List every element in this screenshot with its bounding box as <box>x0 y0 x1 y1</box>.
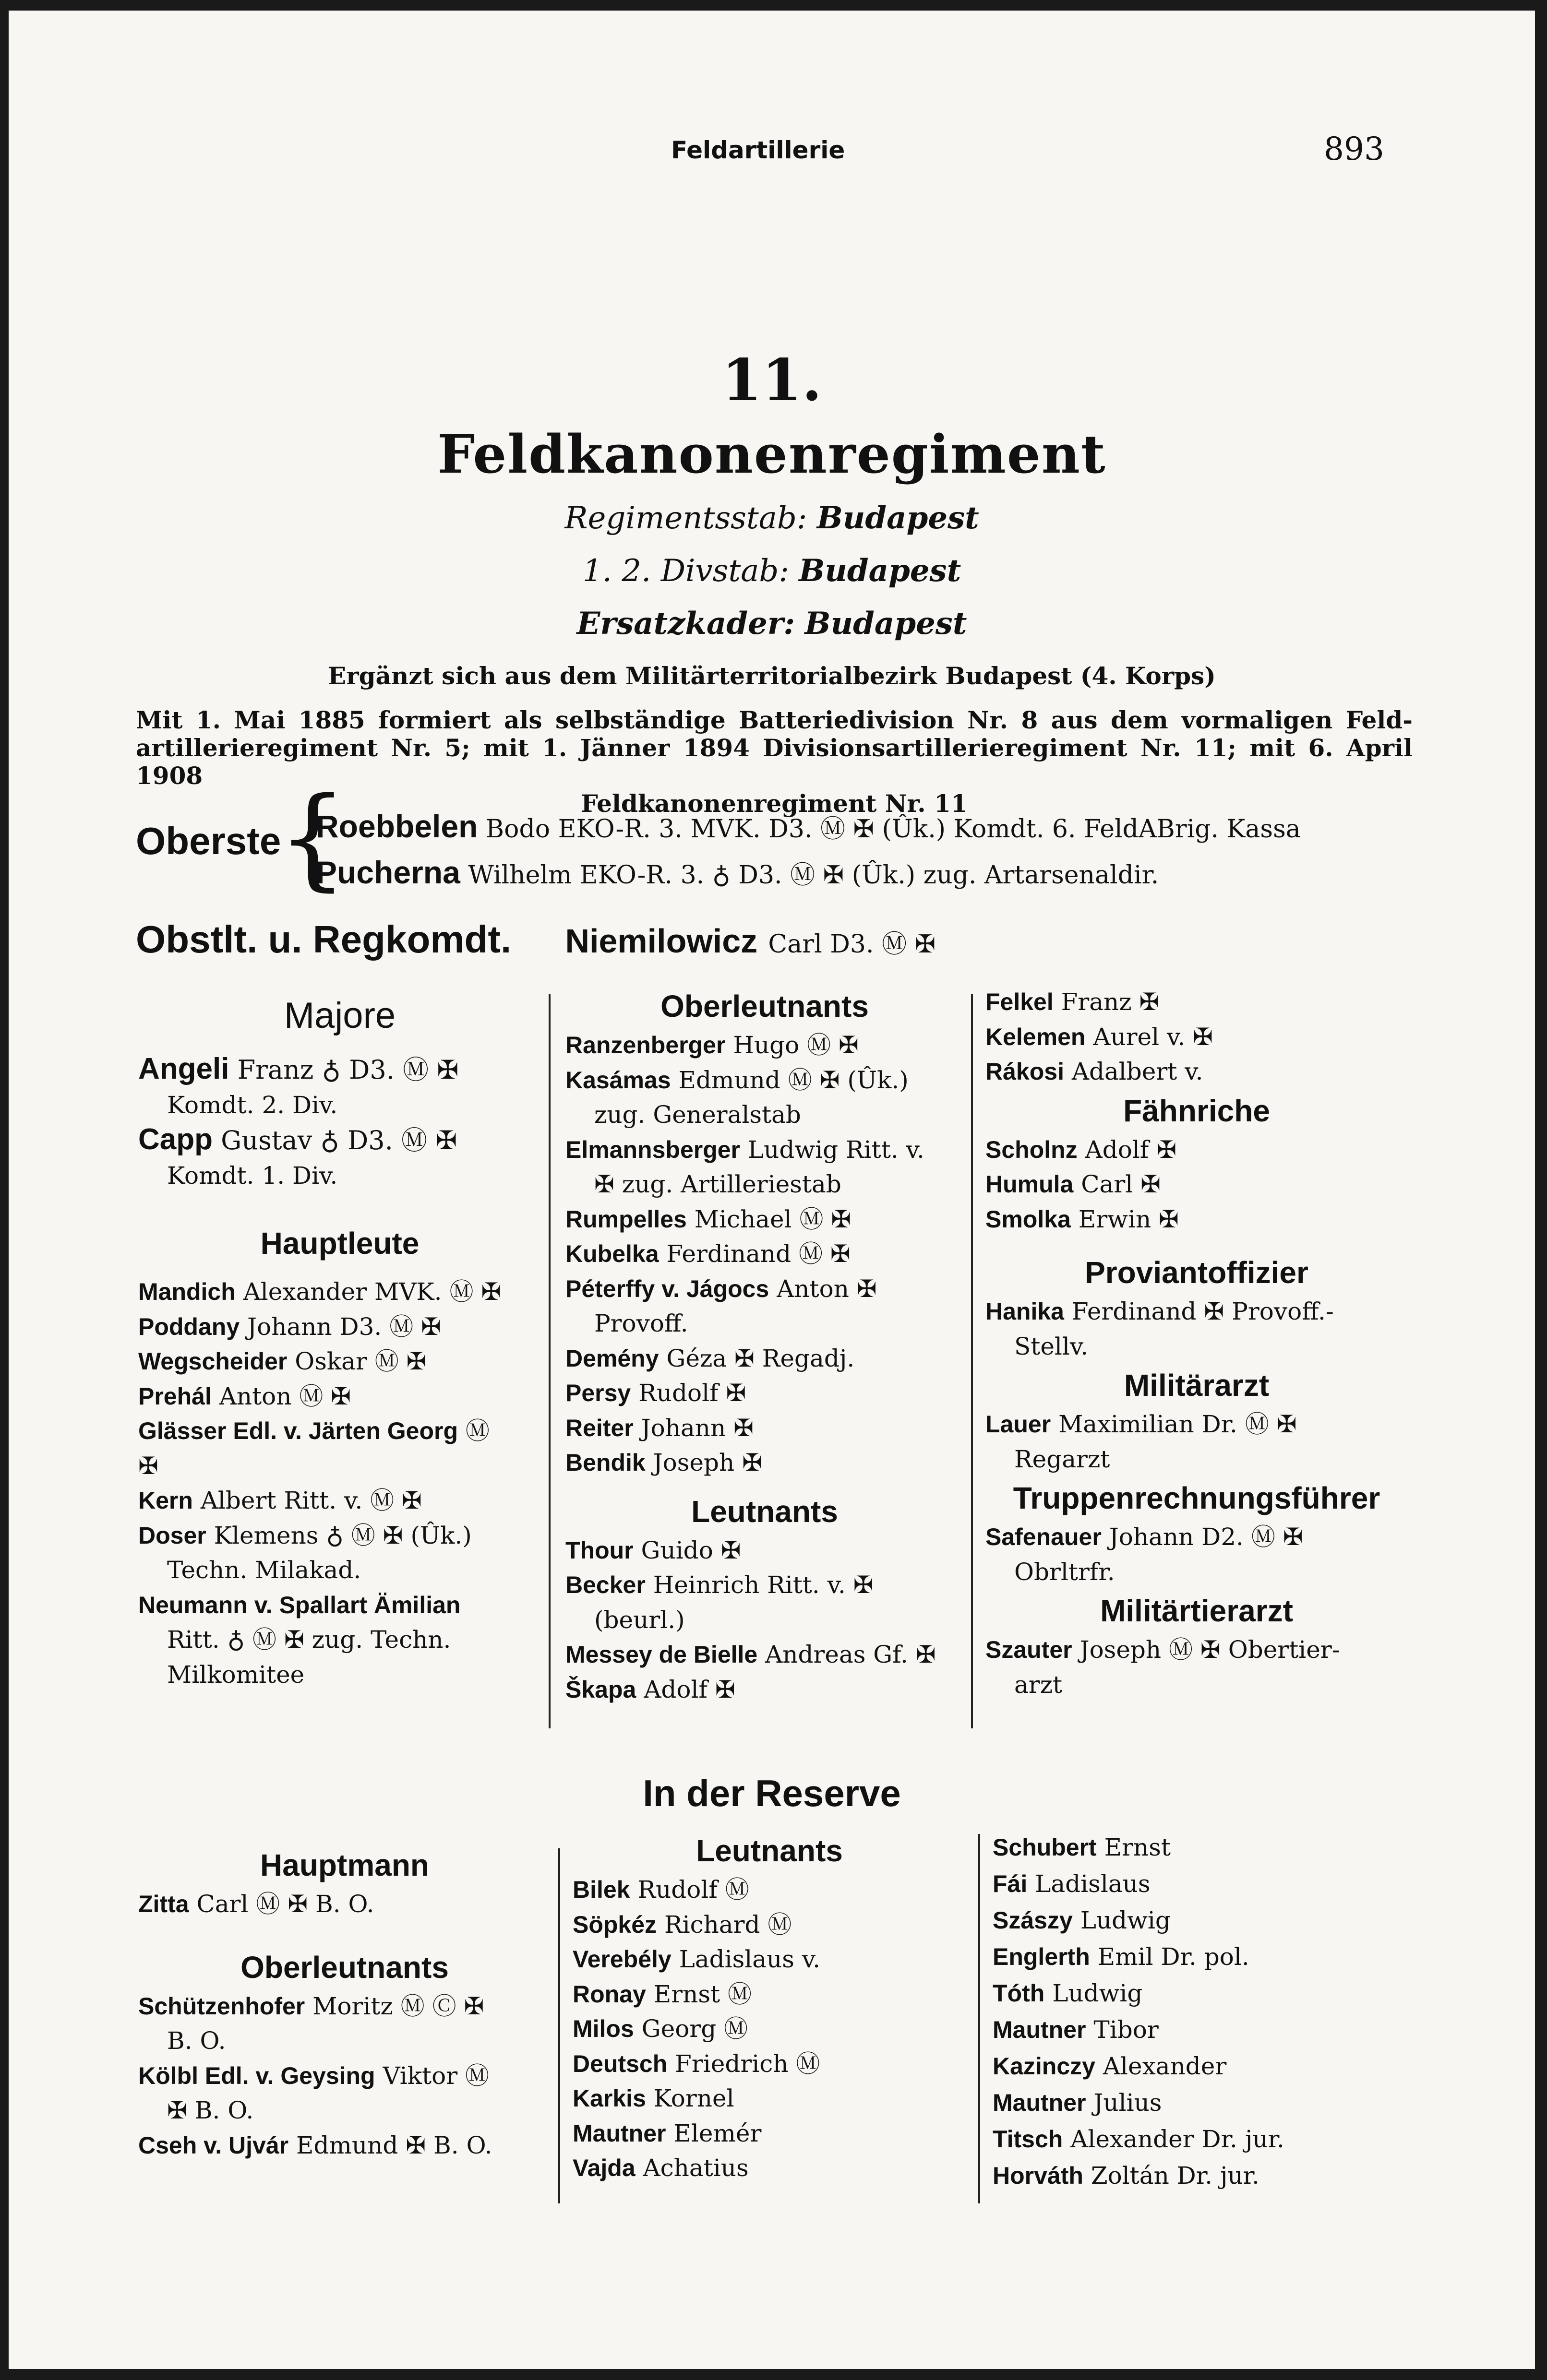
list-item: Péterffy v. Jágocs Anton ✠ <box>565 1274 877 1303</box>
list-item: Wegscheider Oskar Ⓜ ✠ <box>138 1347 427 1375</box>
list-item: Neumann v. Spallart Ämilian <box>138 1591 461 1618</box>
list-item: Hanika Ferdinand ✠ Provoff.- <box>985 1297 1334 1325</box>
heading-hauptleute: Hauptleute <box>260 1226 420 1261</box>
oberst-entry <box>316 805 1301 851</box>
list-item: Schützenhofer Moritz Ⓜ Ⓒ ✠ <box>138 1992 484 2020</box>
list-item: Mandich Alexander MVK. Ⓜ ✠ <box>138 1278 502 1306</box>
list-item: Angeli Franz ♁ D3. Ⓜ ✠ <box>138 1052 459 1085</box>
heading-leutnants: Leutnants <box>691 1494 838 1529</box>
reserve-title: In der Reserve <box>643 1772 901 1814</box>
obstlt-name: Niemilowicz <box>565 922 758 960</box>
list-item: Kelemen Aurel v. ✠ <box>985 1023 1213 1051</box>
list-item: ✠ zug. Artilleriestab <box>594 1170 841 1198</box>
list-item: Doser Klemens ♁ Ⓜ ✠ (Ûk.) <box>138 1521 472 1549</box>
heading-militaertierarzt: Militärtierarzt <box>1100 1594 1293 1628</box>
list-item: Provoff. <box>594 1309 688 1337</box>
column-majore-hauptleute <box>138 989 541 1692</box>
list-item: Horváth Zoltán Dr. jur. <box>993 2162 1259 2190</box>
list-item: Persy Rudolf ✠ <box>565 1379 746 1407</box>
column-divider <box>549 994 551 1728</box>
list-item: Rákosi Adalbert v. <box>985 1058 1203 1085</box>
oberst-details: Bodo EKO-R. 3. MVK. D3. Ⓜ ✠ (Ûk.) Komdt. 6. FeldABrig. Kassa <box>485 815 1301 844</box>
list-item: Deutsch Friedrich Ⓜ <box>573 2049 820 2078</box>
oberste-label: Oberste <box>136 820 281 862</box>
column-divider <box>558 1848 560 2203</box>
oberste-list <box>316 805 1301 897</box>
heading-militaerarzt: Militärarzt <box>1124 1368 1270 1403</box>
list-item: Felkel Franz ✠ <box>985 988 1160 1016</box>
list-item: Cseh v. Ujvár Edmund ✠ B. O. <box>138 2131 492 2159</box>
list-item: Szászy Ludwig <box>993 1906 1171 1934</box>
list-item: Škapa Adolf ✠ <box>565 1675 735 1703</box>
heading-majore: Majore <box>284 995 396 1036</box>
heading-truppenrechnungsfuehrer: Truppenrechnungsführer <box>1013 1481 1380 1515</box>
list-item: Becker Heinrich Ritt. v. ✠ <box>565 1571 874 1599</box>
oberst-name: Roebbelen <box>316 809 478 844</box>
div-location: Budapest <box>799 553 961 589</box>
reserve-column-2 <box>573 1829 966 2186</box>
list-item: Karkis Kornel <box>573 2084 734 2112</box>
list-item: Ritt. ♁ Ⓜ ✠ zug. Techn. <box>167 1626 451 1654</box>
list-item: Elmannsberger Ludwig Ritt. v. <box>565 1135 924 1164</box>
list-item: Mautner Tibor <box>993 2016 1159 2044</box>
list-item: Messey de Bielle Andreas Gf. ✠ <box>565 1641 936 1668</box>
div-label: 1. 2. Divstab: <box>582 553 789 589</box>
column-divider <box>978 1834 980 2203</box>
reserve-column-1 <box>138 1844 551 2163</box>
oberst-name: Pucherna <box>316 855 460 890</box>
list-item: Rumpelles Michael Ⓜ ✠ <box>565 1205 851 1233</box>
list-item: B. O. <box>167 2027 226 2055</box>
list-item: Tóth Ludwig <box>993 1979 1143 2007</box>
list-item: Kern Albert Ritt. v. Ⓜ ✠ <box>138 1487 422 1514</box>
heading-faehnriche: Fähnriche <box>1123 1093 1270 1128</box>
list-item: Demény Géza ✠ Regadj. <box>565 1344 855 1372</box>
list-item: (beurl.) <box>594 1606 685 1634</box>
list-item: Lauer Maximilian Dr. Ⓜ ✠ <box>985 1410 1297 1438</box>
list-item: Kubelka Ferdinand Ⓜ ✠ <box>565 1240 851 1268</box>
document-page <box>9 11 1535 2369</box>
oberst-details: Wilhelm EKO-R. 3. ♁ D3. Ⓜ ✠ (Ûk.) zug. Artarsenaldir. <box>468 861 1159 890</box>
list-item: Komdt. 1. Div. <box>167 1161 338 1190</box>
list-item: Mautner Julius <box>993 2089 1162 2117</box>
list-item: Szauter Joseph Ⓜ ✠ Obertier- <box>985 1636 1340 1664</box>
page-number: 893 <box>1324 131 1384 167</box>
list-item: Verebély Ladislaus v. <box>573 1945 821 1973</box>
reserve-location: Budapest <box>804 606 967 642</box>
list-item: Bilek Rudolf Ⓜ <box>573 1876 749 1904</box>
list-item: Thour Guido ✠ <box>565 1536 741 1564</box>
division-staff <box>9 553 1535 589</box>
list-item: Milos Georg Ⓜ <box>573 2015 748 2043</box>
list-item: Regarzt <box>1014 1445 1110 1473</box>
oberste-brace: { <box>277 774 348 902</box>
list-item: Kölbl Edl. v. Geysing Viktor Ⓜ <box>138 2061 490 2090</box>
reserve-label: Ersatzkader: <box>576 606 795 642</box>
list-item: ✠ <box>138 1452 158 1480</box>
supplement-line: Ergänzt sich aus dem Militärterritorialbezirk Budapest (4. Korps) <box>328 662 1216 690</box>
heading-hauptmann: Hauptmann <box>260 1848 429 1882</box>
list-item: Safenauer Johann D2. Ⓜ ✠ <box>985 1523 1303 1551</box>
heading-proviantoffizier: Proviantoffizier <box>1085 1255 1308 1290</box>
list-item: Ronay Ernst Ⓜ <box>573 1980 752 2008</box>
list-item: Scholnz Adolf ✠ <box>985 1135 1177 1164</box>
list-item: Glässer Edl. v. Järten Georg Ⓜ <box>138 1417 490 1445</box>
list-item: Kazinczy Alexander <box>993 2052 1227 2080</box>
list-item: Prehál Anton Ⓜ ✠ <box>138 1382 351 1410</box>
staff-label: Regimentsstab: <box>564 500 807 536</box>
list-item: Komdt. 2. Div. <box>167 1091 338 1119</box>
list-item: Milkomitee <box>167 1660 305 1689</box>
oberst-entry <box>316 851 1301 897</box>
column-divider <box>971 994 973 1728</box>
running-title: Feldartillerie <box>671 136 845 164</box>
list-item: Ranzenberger Hugo Ⓜ ✠ <box>565 1031 859 1059</box>
obstlt-details: Carl D3. Ⓜ ✠ <box>768 930 936 959</box>
history-line-1: Mit 1. Mai 1885 formiert als selbständige Batteriedivision Nr. 8 aus dem vormaligen Feld- <box>136 706 1413 734</box>
reserve-cadre <box>9 606 1535 642</box>
list-item: Fái Ladislaus <box>993 1870 1151 1898</box>
staff-location: Budapest <box>816 500 979 536</box>
list-item: Smolka Erwin ✠ <box>985 1205 1179 1233</box>
list-item: Techn. Milakad. <box>167 1556 361 1584</box>
list-item: Stellv. <box>1014 1332 1089 1360</box>
heading-leutnants: Leutnants <box>696 1833 843 1868</box>
list-item: Titsch Alexander Dr. jur. <box>993 2125 1284 2153</box>
obstlt-label: Obstlt. u. Regkomdt. <box>136 918 512 961</box>
reserve-column-3 <box>993 1829 1415 2194</box>
list-item: Vajda Achatius <box>573 2154 749 2182</box>
list-item: Mautner Elemér <box>573 2119 762 2147</box>
unit-number: 11. <box>721 346 822 414</box>
list-item: arzt <box>1014 1670 1063 1699</box>
list-item: Söpkéz Richard Ⓜ <box>573 1910 792 1939</box>
list-item: ✠ B. O. <box>167 2096 254 2124</box>
list-item: Kasámas Edmund Ⓜ ✠ (Ûk.) <box>565 1066 909 1094</box>
list-item: Englerth Emil Dr. pol. <box>993 1943 1249 1971</box>
heading-oberleutnants: Oberleutnants <box>240 1950 449 1985</box>
obstlt-line <box>136 917 935 962</box>
list-item: Reiter Johann ✠ <box>565 1414 754 1442</box>
list-item: Humula Carl ✠ <box>985 1170 1161 1198</box>
list-item: Schubert Ernst <box>993 1833 1171 1861</box>
history-line-2: artillerieregiment Nr. 5; mit 1. Jänner 1894 Divisionsartillerieregiment Nr. 11; mit 6. April 1908 <box>136 734 1413 790</box>
list-item: Bendik Joseph ✠ <box>565 1449 763 1476</box>
column-other-ranks <box>985 985 1408 1702</box>
history-line-3: Feldkanonenregiment Nr. 11 <box>581 789 968 818</box>
heading-oberleutnants: Oberleutnants <box>660 989 869 1023</box>
column-oberleutnants-leutnants <box>565 985 964 1707</box>
list-item: zug. Generalstab <box>594 1101 801 1129</box>
regimental-staff <box>9 500 1535 536</box>
list-item: Obrltrfr. <box>1014 1558 1115 1586</box>
list-item: Capp Gustav ♁ D3. Ⓜ ✠ <box>138 1123 457 1156</box>
list-item: Poddany Johann D3. Ⓜ ✠ <box>138 1312 441 1341</box>
unit-title: Feldkanonenregiment <box>437 423 1106 485</box>
list-item: Zitta Carl Ⓜ ✠ B. O. <box>138 1890 374 1918</box>
